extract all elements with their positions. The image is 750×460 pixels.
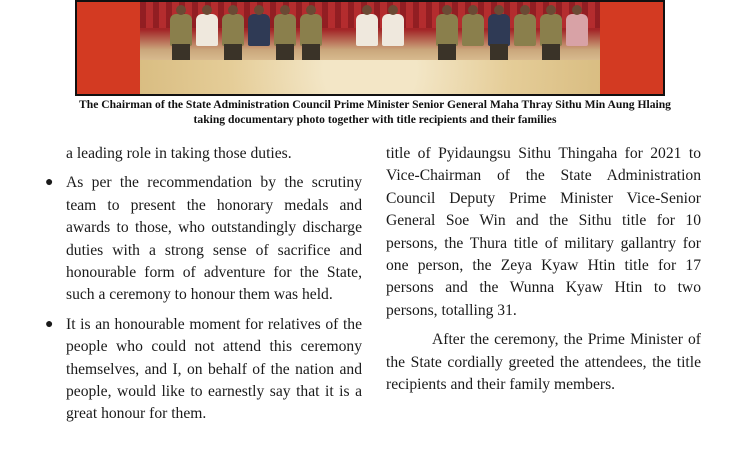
left-column <box>45 143 362 433</box>
bullet-dot-icon: ● <box>45 175 54 191</box>
person-figure <box>170 14 192 46</box>
person-figure <box>222 14 244 46</box>
person-figure <box>540 14 562 46</box>
person-figure <box>514 14 536 46</box>
person-figure <box>488 14 510 46</box>
person-figure <box>356 14 378 46</box>
bullet-item <box>45 314 362 426</box>
bullet-text: As per the recommendation by the scrutiny team to present the honorary medals and awards to those, who outstandingly discharge duties with a strong sense of sacrifice and honourable form of adventure for the State, such a ceremony to honour them was held. <box>66 174 362 304</box>
bullet-dot-icon: ● <box>45 316 54 332</box>
person-figure <box>382 14 404 46</box>
person-figure <box>196 14 218 46</box>
right-column <box>386 143 701 403</box>
person-figure <box>274 14 296 46</box>
photo-caption: The Chairman of the State Administration Council Prime Minister Senior General Maha Thray Sithu Min Aung Hlaing taking documentary photo together with title recipients and their families <box>79 98 671 126</box>
person-figure <box>462 14 484 46</box>
photo-frame <box>75 0 665 96</box>
group-photo <box>140 2 600 94</box>
person-figure <box>436 14 458 46</box>
person-figure <box>248 14 270 46</box>
body-paragraph: After the ceremony, the Prime Minister of the State cordially greeted the attendees, the title recipients and their family members. <box>386 331 701 394</box>
person-figure <box>300 14 322 46</box>
carpet <box>140 60 600 94</box>
person-figure <box>566 14 588 46</box>
bullet-item <box>45 172 362 306</box>
bullet-text: It is an honourable moment for relatives of the people who could not attend this ceremony themselves, and I, on behalf of the nation and people, would like to earnestly say that it is a great honour for them. <box>66 315 362 423</box>
body-paragraph: title of Pyidaungsu Sithu Thingaha for 2021 to Vice-Chairman of the State Administration Council Deputy Prime Minister Vice-Senior General Soe Win and the Sithu title for 10 persons, the Thura title of military gallantry for one person, the Zeya Kyaw Htin title for 17 persons and the Wunna Kyaw Htin to two persons, totalling 31. <box>386 145 701 319</box>
continuation-text: a leading role in taking those duties. <box>66 145 292 162</box>
